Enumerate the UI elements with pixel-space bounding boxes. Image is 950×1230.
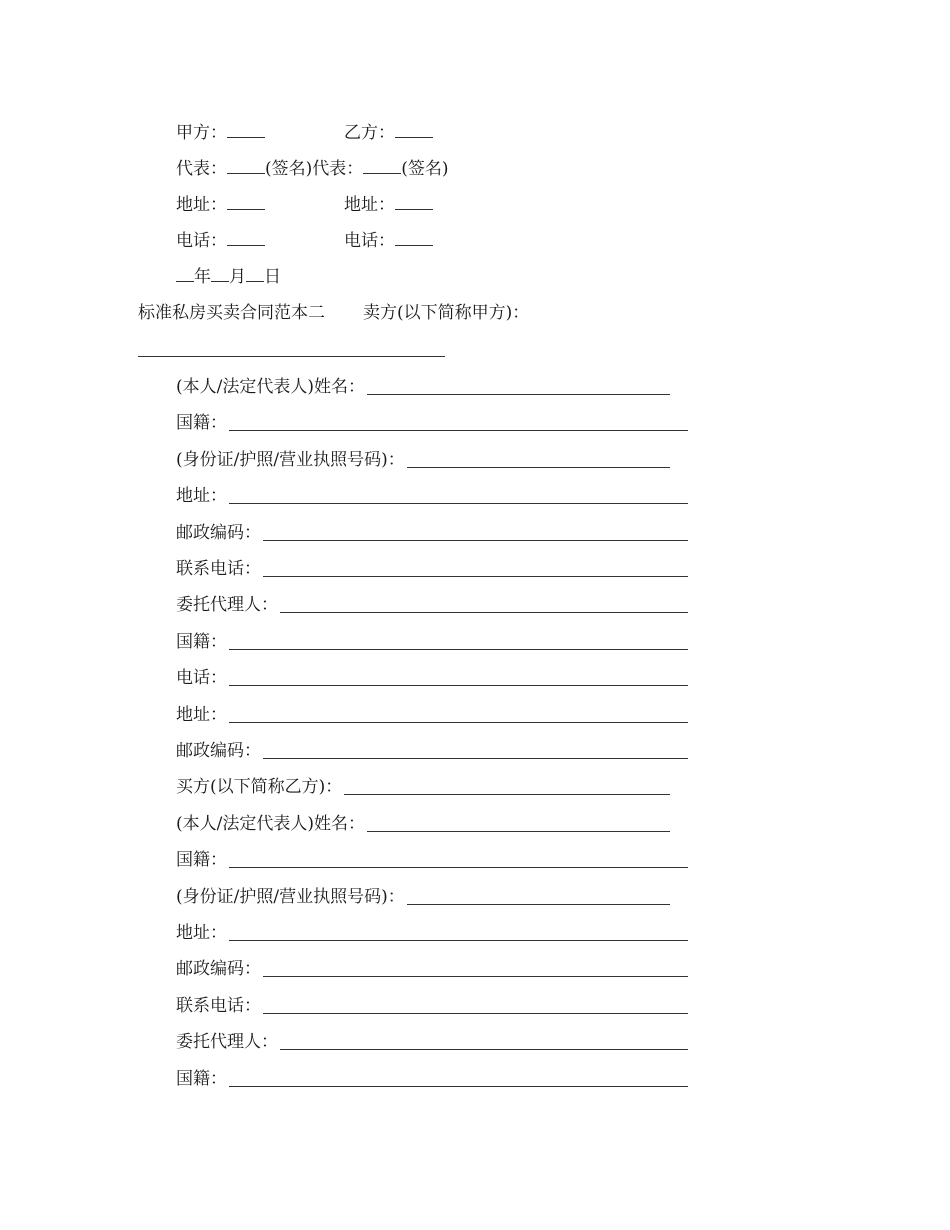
seller-field-1-blank[interactable] [229,430,688,431]
buyer-heading-blank[interactable] [344,794,670,795]
seller-field-5-row [176,557,261,581]
seller-heading: 卖方(以下简称甲方)： [363,303,530,323]
party-a-label: 甲方： [176,123,227,143]
seller-field-6-label: 委托代理人： [176,595,278,615]
buyer-field-6-label: 委托代理人： [176,1032,278,1052]
seller-field-7-label: 国籍： [176,632,227,652]
year-label: 年 [194,267,211,287]
rep-b-blank[interactable] [363,156,401,174]
seller-field-3-label: 地址： [176,486,227,506]
addr-a-blank[interactable] [227,192,265,210]
buyer-field-3-label: 地址： [176,923,227,943]
seller-field-10-row [176,739,261,763]
seller-field-0-label: (本人/法定代表人)姓名： [176,377,365,397]
seller-field-9-blank[interactable] [229,722,688,723]
party-b-blank[interactable] [395,120,433,138]
rep-a-blank[interactable] [227,156,265,174]
sign-a-label: (签名) [265,159,313,179]
seller-field-0-row [176,375,365,399]
buyer-field-7-row [176,1067,227,1091]
buyer-field-2-label: (身份证/护照/营业执照号码)： [176,887,405,907]
tel-b-label: 电话： [344,231,395,251]
seller-field-5-label: 联系电话： [176,559,261,579]
rep-a-label: 代表： [176,159,227,179]
addr-b-blank[interactable] [395,192,433,210]
buyer-field-3-blank[interactable] [229,940,688,941]
seller-heading-blank[interactable] [138,356,445,357]
buyer-field-3-row [176,921,227,945]
seller-field-6-blank[interactable] [280,612,688,613]
seller-field-3-row [176,484,227,508]
seller-field-10-label: 邮政编码： [176,741,261,761]
buyer-field-5-blank[interactable] [263,1013,688,1014]
buyer-field-1-blank[interactable] [229,867,688,868]
seller-field-10-blank[interactable] [263,758,688,759]
buyer-field-6-blank[interactable] [280,1049,688,1050]
seller-field-8-row [176,666,227,690]
buyer-field-7-blank[interactable] [229,1086,688,1087]
buyer-field-0-row [176,812,365,836]
tel-a-label: 电话： [176,231,227,251]
seller-field-8-blank[interactable] [229,685,688,686]
addr-a-label: 地址： [176,195,227,215]
day-label: 日 [264,267,281,287]
month-label: 月 [229,267,246,287]
buyer-heading-row [176,775,342,799]
buyer-field-4-row [176,957,261,981]
sign-b-label: (签名) [401,159,449,179]
seller-field-2-label: (身份证/护照/营业执照号码)： [176,450,405,470]
buyer-field-1-row [176,848,227,872]
buyer-field-2-blank[interactable] [407,904,670,905]
seller-field-1-row [176,411,227,435]
buyer-field-2-row [176,885,405,909]
party-b-label: 乙方： [344,123,395,143]
seller-field-9-row [176,703,227,727]
seller-field-8-label: 电话： [176,668,227,688]
seller-field-4-blank[interactable] [263,540,688,541]
seller-field-3-blank[interactable] [229,503,688,504]
seller-field-9-label: 地址： [176,705,227,725]
seller-field-6-row [176,593,278,617]
buyer-field-7-label: 国籍： [176,1069,227,1089]
buyer-field-0-blank[interactable] [367,831,670,832]
seller-field-2-blank[interactable] [407,467,670,468]
contract-title: 标准私房买卖合同范本二 [138,303,325,323]
party-a-blank[interactable] [227,120,265,138]
signature-row-date [176,264,281,288]
buyer-field-1-label: 国籍： [176,850,227,870]
buyer-field-6-row [176,1030,278,1054]
day-blank[interactable] [246,264,264,282]
tel-b-blank[interactable] [395,228,433,246]
buyer-field-5-label: 联系电话： [176,996,261,1016]
seller-field-5-blank[interactable] [263,576,688,577]
addr-b-label: 地址： [344,195,395,215]
rep-b-label: 代表： [312,159,364,179]
seller-field-4-row [176,521,261,545]
buyer-field-0-label: (本人/法定代表人)姓名： [176,814,365,834]
tel-a-blank[interactable] [227,228,265,246]
seller-field-7-blank[interactable] [229,649,688,650]
contract-title-line [138,301,529,325]
seller-field-1-label: 国籍： [176,413,227,433]
buyer-field-4-label: 邮政编码： [176,959,261,979]
seller-field-7-row [176,630,227,654]
signature-row-representatives [176,156,449,180]
buyer-heading-label: 买方(以下简称乙方)： [176,777,343,797]
buyer-field-5-row [176,994,261,1018]
buyer-field-4-blank[interactable] [263,976,688,977]
year-blank[interactable] [176,264,194,282]
seller-field-0-blank[interactable] [367,394,670,395]
month-blank[interactable] [211,264,229,282]
seller-field-2-row [176,448,405,472]
seller-field-4-label: 邮政编码： [176,523,261,543]
